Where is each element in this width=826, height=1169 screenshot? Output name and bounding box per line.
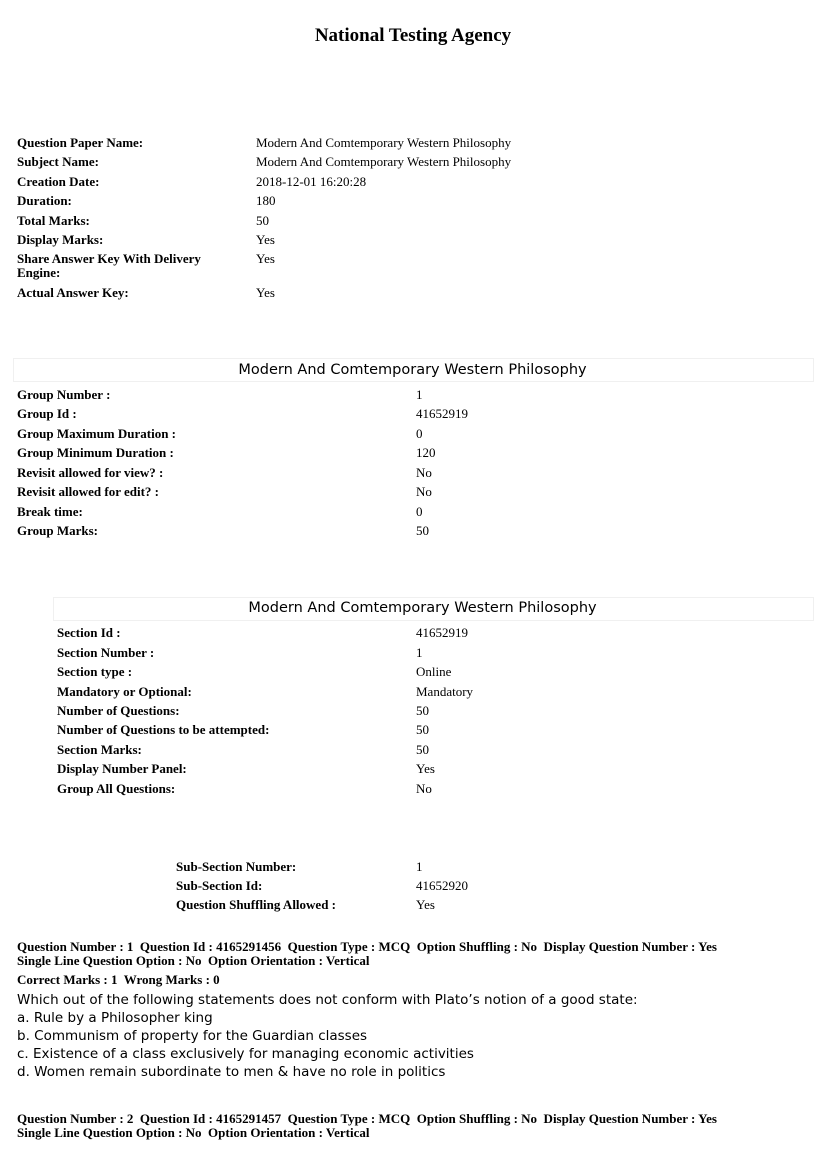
question-header-line1: Question Number : 1 Question Id : 4165291456 Question Type : MCQ Option Shuffling : No Display Question Number : Yes bbox=[17, 939, 717, 954]
paper-name-value: Modern And Comtemporary Western Philosophy bbox=[256, 135, 512, 150]
display-number-panel-label: Display Number Panel: bbox=[57, 761, 187, 776]
group-max-duration-value: 0 bbox=[416, 426, 423, 441]
mandatory-optional-value: Mandatory bbox=[416, 684, 474, 699]
group-title: Modern And Comtemporary Western Philosophy bbox=[238, 362, 587, 378]
revisit-edit-value: No bbox=[416, 484, 432, 499]
section-id-label: Section Id : bbox=[57, 625, 121, 640]
section-number-label: Section Number : bbox=[57, 645, 155, 660]
subject-name-label: Subject Name: bbox=[17, 154, 99, 169]
share-answer-key-value: Yes bbox=[256, 251, 275, 266]
section-number-value: 1 bbox=[416, 645, 423, 660]
creation-date-label: Creation Date: bbox=[17, 174, 100, 189]
share-answer-key-label-cont: Engine: bbox=[17, 265, 61, 280]
question-text: Which out of the following statements does not conform with Plato’s notion of a good state: bbox=[17, 992, 638, 1008]
subject-name-value: Modern And Comtemporary Western Philosophy bbox=[256, 154, 512, 169]
group-number-label: Group Number : bbox=[17, 387, 111, 402]
creation-date-value: 2018-12-01 16:20:28 bbox=[256, 174, 367, 189]
number-of-questions-label: Number of Questions: bbox=[57, 703, 180, 718]
section-title: Modern And Comtemporary Western Philosophy bbox=[248, 600, 597, 616]
display-number-panel-value: Yes bbox=[416, 761, 435, 776]
question-option-d: d. Women remain subordinate to men & have no role in politics bbox=[17, 1064, 446, 1080]
question-header-line2: Single Line Question Option : No Option Orientation : Vertical bbox=[17, 1125, 370, 1140]
question-marks: Correct Marks : 1 Wrong Marks : 0 bbox=[17, 972, 220, 987]
paper-name-label: Question Paper Name: bbox=[17, 135, 144, 150]
question-option-b: b. Communism of property for the Guardian classes bbox=[17, 1028, 368, 1044]
revisit-edit-label: Revisit allowed for edit? : bbox=[17, 484, 160, 499]
group-id-label: Group Id : bbox=[17, 406, 77, 421]
group-max-duration-label: Group Maximum Duration : bbox=[17, 426, 177, 441]
mandatory-optional-label: Mandatory or Optional: bbox=[57, 684, 192, 699]
subsection-number-value: 1 bbox=[416, 859, 423, 874]
question-shuffling-value: Yes bbox=[416, 897, 435, 912]
subsection-id-label: Sub-Section Id: bbox=[176, 878, 263, 893]
group-marks-value: 50 bbox=[416, 523, 429, 538]
duration-label: Duration: bbox=[17, 193, 72, 208]
section-marks-label: Section Marks: bbox=[57, 742, 142, 757]
question-shuffling-label: Question Shuffling Allowed : bbox=[176, 897, 337, 912]
break-time-value: 0 bbox=[416, 504, 423, 519]
question-header-line1: Question Number : 2 Question Id : 4165291457 Question Type : MCQ Option Shuffling : No Display Question Number : Yes bbox=[17, 1111, 717, 1126]
total-marks-value: 50 bbox=[256, 213, 269, 228]
total-marks-label: Total Marks: bbox=[17, 213, 90, 228]
display-marks-label: Display Marks: bbox=[17, 232, 104, 247]
group-min-duration-value: 120 bbox=[416, 445, 436, 460]
group-number-value: 1 bbox=[416, 387, 423, 402]
question-header-line2: Single Line Question Option : No Option Orientation : Vertical bbox=[17, 953, 370, 968]
section-marks-value: 50 bbox=[416, 742, 429, 757]
page-title: National Testing Agency bbox=[314, 25, 512, 46]
group-all-questions-value: No bbox=[416, 781, 432, 796]
question-option-a: a. Rule by a Philosopher king bbox=[17, 1010, 213, 1026]
actual-answer-key-value: Yes bbox=[256, 285, 275, 300]
section-type-label: Section type : bbox=[57, 664, 133, 679]
subsection-id-value: 41652920 bbox=[416, 878, 468, 893]
display-marks-value: Yes bbox=[256, 232, 275, 247]
revisit-view-label: Revisit allowed for view? : bbox=[17, 465, 164, 480]
duration-value: 180 bbox=[256, 193, 276, 208]
subsection-number-label: Sub-Section Number: bbox=[176, 859, 297, 874]
group-min-duration-label: Group Minimum Duration : bbox=[17, 445, 174, 460]
share-answer-key-label: Share Answer Key With Delivery bbox=[17, 251, 201, 266]
section-type-value: Online bbox=[416, 664, 452, 679]
group-marks-label: Group Marks: bbox=[17, 523, 99, 538]
break-time-label: Break time: bbox=[17, 504, 83, 519]
question-option-c: c. Existence of a class exclusively for managing economic activities bbox=[17, 1046, 474, 1062]
section-id-value: 41652919 bbox=[416, 625, 468, 640]
group-id-value: 41652919 bbox=[416, 406, 468, 421]
questions-attempted-value: 50 bbox=[416, 722, 429, 737]
actual-answer-key-label: Actual Answer Key: bbox=[17, 285, 129, 300]
number-of-questions-value: 50 bbox=[416, 703, 429, 718]
questions-attempted-label: Number of Questions to be attempted: bbox=[57, 722, 270, 737]
group-all-questions-label: Group All Questions: bbox=[57, 781, 176, 796]
revisit-view-value: No bbox=[416, 465, 432, 480]
